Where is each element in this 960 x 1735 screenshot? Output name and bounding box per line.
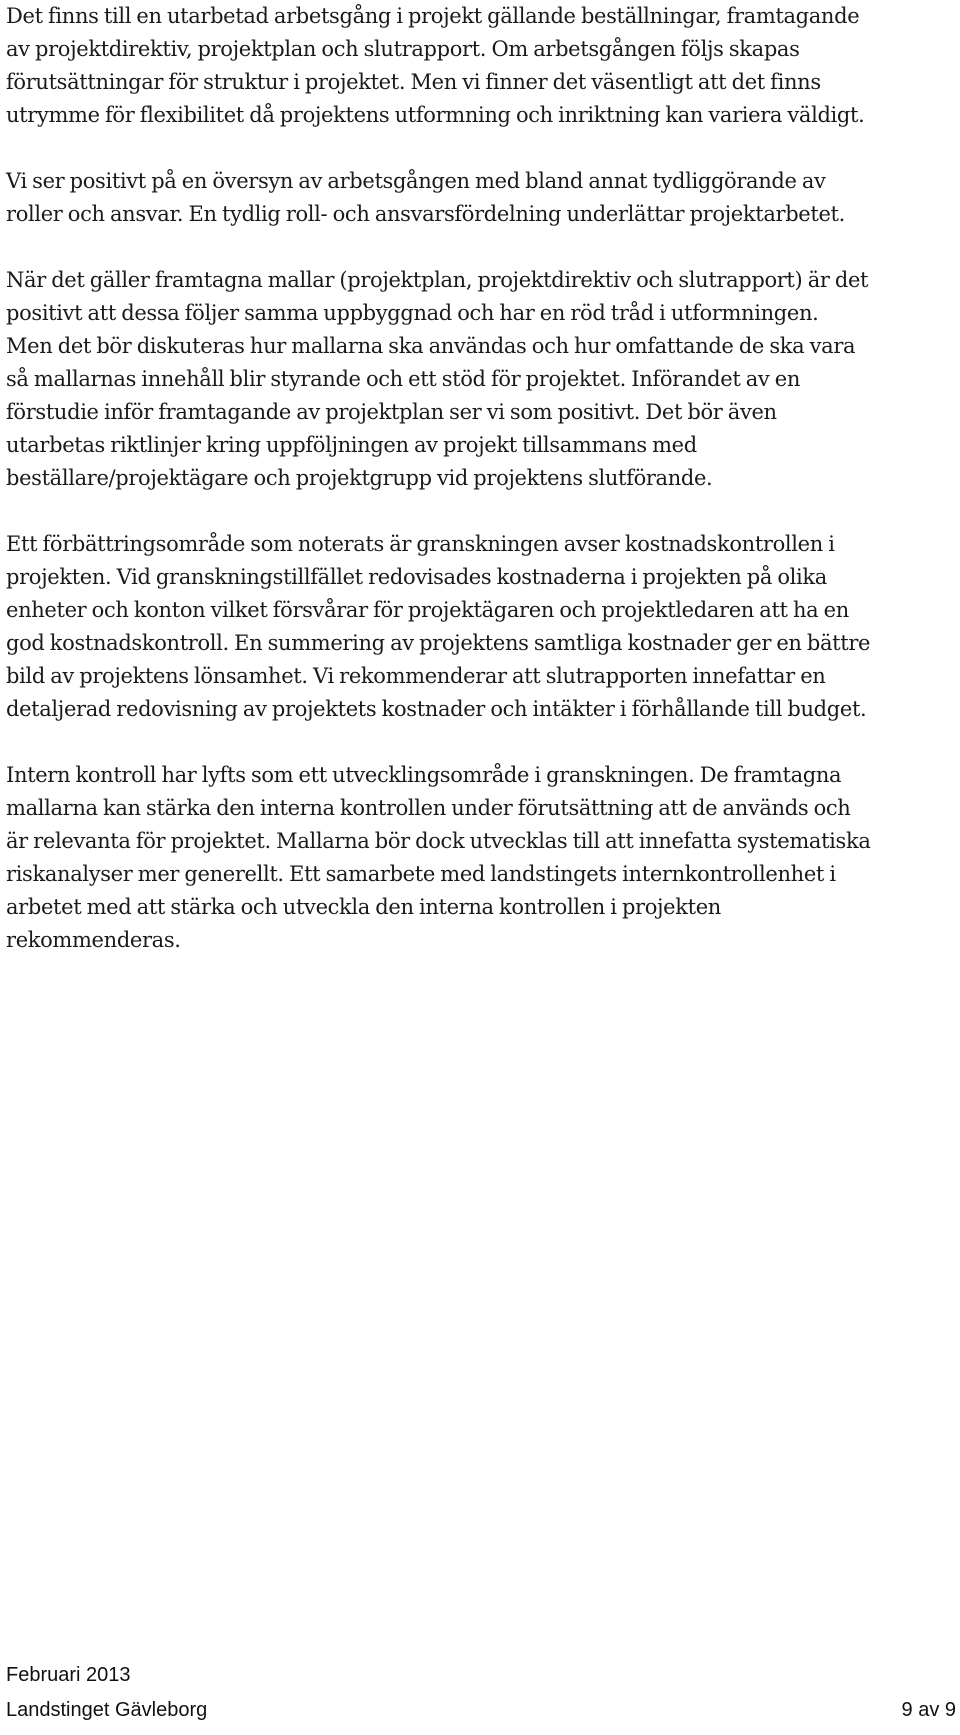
paragraph-workflow: Det finns till en utarbetad arbetsgång i projekt gällande beställningar, framtagande av projektdirektiv, projektplan och slutrapport. Om arbetsgången följs skapas förutsättningar för struktur i projektet. Men vi finner det väsentligt att det finns utrymme för flexibilitet då projektens utformning och inriktning kan variera väldigt.	[6, 4, 865, 127]
page-number: 9 av 9	[901, 1699, 956, 1721]
paragraph-templates: När det gäller framtagna mallar (projektplan, projektdirektiv och slutrapport) är det positivt att dessa följer samma uppbyggnad och har en röd tråd i utformningen. Men det bör diskuteras hur mallarna ska användas och hur omfattande de ska vara så mallarnas innehåll blir styrande och ett stöd för projektet. Införandet av en förstudie inför framtagande av projektplan ser vi som positivt. Det bör även utarbetas riktlinjer kring uppföljningen av projekt tillsammans med beställare/projektägare och projektgrupp vid projektens slutförande.	[6, 268, 869, 490]
page-footer	[6, 1697, 956, 1723]
document-body	[6, 0, 958, 990]
footer-date: Februari 2013	[6, 1664, 131, 1686]
footer-organization: Landstinget Gävleborg	[6, 1699, 208, 1721]
paragraph-cost-control: Ett förbättringsområde som noterats är granskningen avser kostnadskontrollen i projekten. Vid granskningstillfället redovisades kostnaderna i projekten på olika enheter och konton vilket försvårar för projektägaren och projektledaren att ha en god kostnadskontroll. En summering av projektens samtliga kostnader ger en bättre bild av projektens lönsamhet. Vi rekommenderar att slutrapporten innefattar en detaljerad redovisning av projektets kostnader och intäkter i förhållande till budget.	[6, 532, 871, 721]
paragraph-roles: Vi ser positivt på en översyn av arbetsgången med bland annat tydliggörande av roller och ansvar. En tydlig roll- och ansvarsfördelning underlättar projektarbetet.	[6, 169, 845, 226]
paragraph-internal-control: Intern kontroll har lyfts som ett utvecklingsområde i granskningen. De framtagna mallarna kan stärka den interna kontrollen under förutsättning att de används och är relevanta för projektet. Mallarna bör dock utvecklas till att innefatta systematiska riskanalyser mer generellt. Ett samarbete med landstingets internkontrollenhet i arbetet med att stärka och utveckla den interna kontrollen i projekten rekommenderas.	[6, 763, 871, 952]
